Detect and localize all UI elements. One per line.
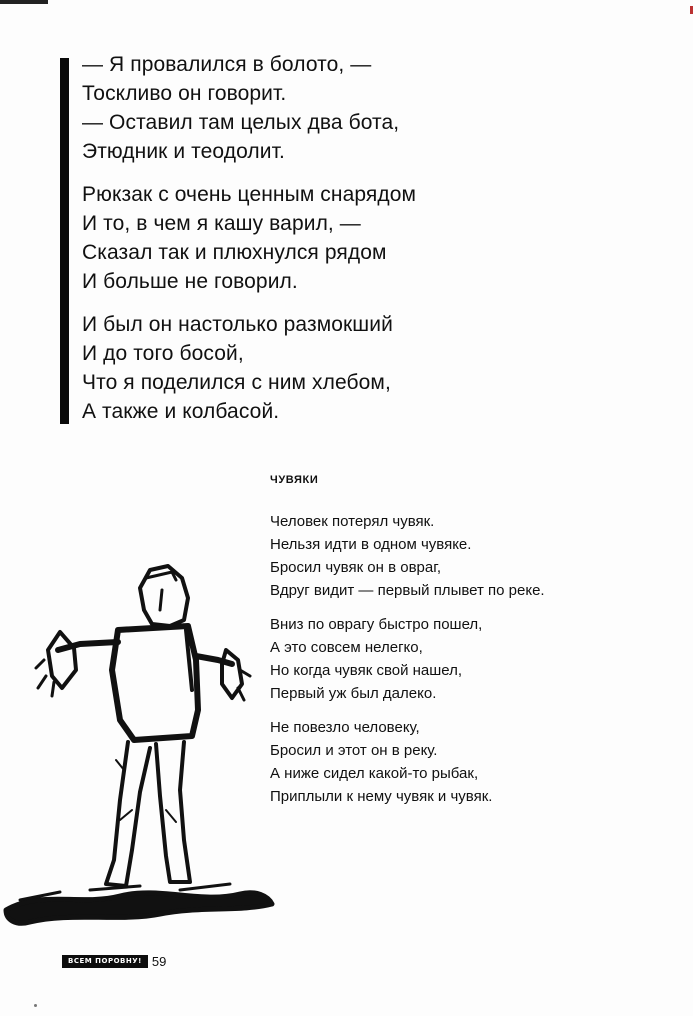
poem-line: — Оставил там целых два бота, (82, 111, 400, 134)
poem-line: Нельзя идти в одном чувяке. (270, 536, 472, 553)
poem-line: Вдруг видит — первый плывет по реке. (270, 582, 545, 599)
poem-line: Бросил чувяк он в овраг, (270, 559, 442, 576)
poem-bog (82, 50, 642, 440)
poem-line: А ниже сидел какой-то рыбак, (270, 765, 479, 782)
poem-side-bar (60, 58, 69, 424)
scan-speck (34, 1004, 37, 1007)
page-footer (62, 954, 166, 968)
top-edge-rule (0, 0, 48, 4)
poem-line: А это совсем нелегко, (270, 639, 423, 656)
poem-line: И до того босой, (82, 342, 244, 365)
section-banner: ВСЕМ ПОРОВНУ! (62, 955, 148, 968)
stanza (270, 510, 680, 602)
page-number: 59 (151, 953, 167, 969)
poem-line: Бросил и этот он в реку. (270, 742, 438, 759)
poem-line: А также и колбасой. (82, 400, 280, 423)
poem-line: Но когда чувяк свой нашел, (270, 662, 463, 679)
stanza (82, 310, 642, 426)
poem-title: ЧУВЯКИ (270, 474, 319, 486)
poem-line: Человек потерял чувяк. (270, 513, 435, 530)
stanza (270, 613, 680, 705)
poem-line: Этюдник и теодолит. (82, 140, 285, 163)
poem-line: И то, в чем я кашу варил, — (82, 212, 361, 235)
poem-line: Рюкзак с очень ценным снарядом (82, 183, 417, 206)
poem-line: Что я поделился с ним хлебом, (82, 371, 391, 394)
poem-line: — Я провалился в болото, — (82, 53, 372, 76)
poem-line: И больше не говорил. (82, 270, 298, 293)
stanza (270, 716, 680, 808)
poem-line: Вниз по оврагу быстро пошел, (270, 616, 483, 633)
poem-line: Не повезло человеку, (270, 719, 420, 736)
poem-line: Тоскливо он говорит. (82, 82, 287, 105)
man-with-shoes-illustration (0, 560, 275, 940)
stanza (82, 50, 642, 166)
poem-line: Сказал так и плюхнулся рядом (82, 241, 387, 264)
poem-line: И был он настолько размокший (82, 313, 393, 336)
stanza (82, 180, 642, 296)
poem-line: Первый уж был далеко. (270, 685, 437, 702)
poem-chuvyaki (270, 510, 680, 819)
poem-line: Приплыли к нему чувяк и чувяк. (270, 788, 493, 805)
